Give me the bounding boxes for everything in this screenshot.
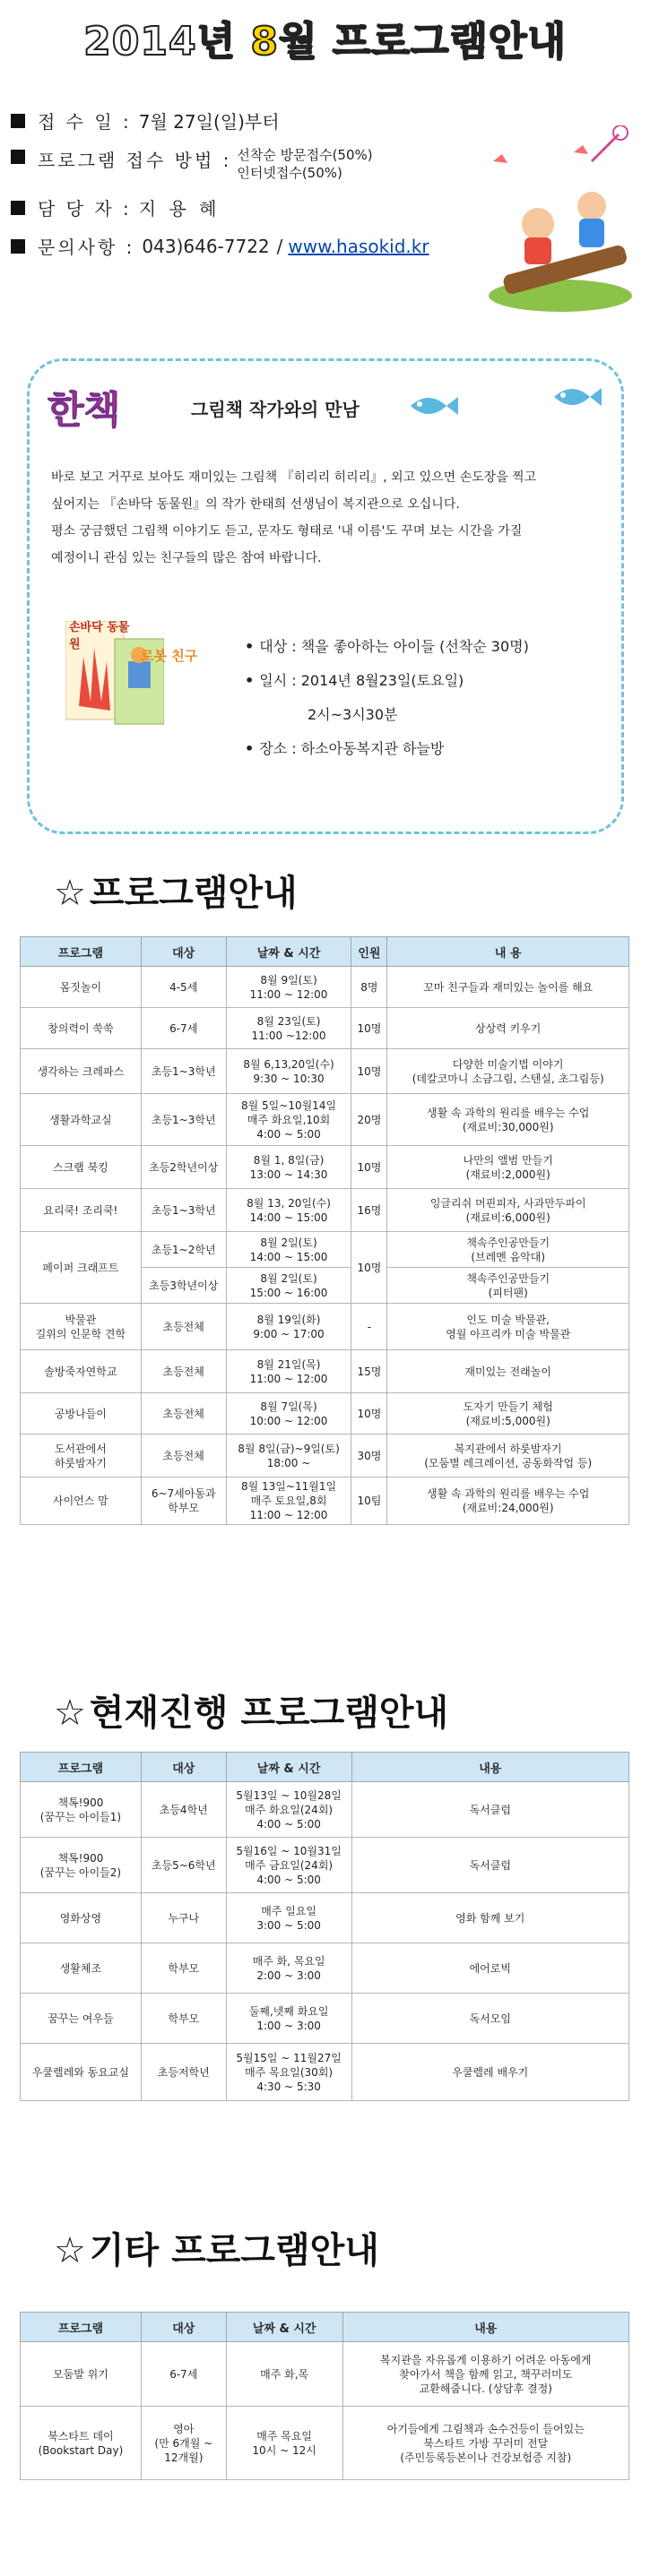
hanchaek-logo: 한책 (48, 388, 121, 432)
table-row (21, 1350, 629, 1393)
table-cell: 꼬마 친구들과 재미있는 놀이를 해요 (387, 967, 629, 1008)
table-row (21, 1189, 629, 1232)
square-bullet-icon (11, 150, 25, 164)
title-month: 8월 (250, 19, 318, 65)
table-cell: 창의력이 쑥쑥 (21, 1008, 142, 1049)
card-desc-line: 싶어지는 『손바닥 동물원』의 작가 한태희 선생님이 복지관으로 오십니다. (51, 497, 460, 512)
table-cell: 10명 (351, 1008, 387, 1049)
table-cell: 8월 13일~11월1일 매주 토요일,8회 11:00 ~ 12:00 (226, 1478, 351, 1525)
table-cell: 8월 1, 8일(금) 13:00 ~ 14:30 (226, 1146, 351, 1189)
table-cell: 도서관에서 하룻밤자기 (21, 1434, 142, 1478)
table-cell: 우쿨렐레 배우기 (351, 2044, 629, 2101)
table-cell: 영화 함께 보기 (351, 1893, 629, 1943)
table-cell: 초등전체 (141, 1304, 226, 1350)
table-cell: 모둠발 위기 (21, 2342, 142, 2407)
star-icon: ☆ (54, 873, 86, 914)
table-cell: 8월 5일~10월14일 매주 화요일,10회 4:00 ~ 5:00 (226, 1094, 351, 1146)
table-row (21, 1838, 629, 1893)
method-values (237, 146, 372, 182)
table-cell: 8월 2일(토) 14:00 ~ 15:00 (226, 1232, 351, 1268)
square-bullet-icon (11, 201, 25, 215)
contact-row (11, 233, 495, 259)
card-description (51, 464, 598, 572)
info-block (11, 108, 495, 271)
table-cell: 16명 (351, 1189, 387, 1232)
table-cell: 북스타트 데이 (Bookstart Day) (21, 2407, 142, 2480)
table-cell: 4-5세 (141, 967, 226, 1008)
table-row (21, 1008, 629, 1049)
table-row (21, 1943, 629, 1994)
column-header: 인원 (351, 937, 387, 967)
table-cell: 10명 (351, 1146, 387, 1189)
card-desc-line: 평소 궁금했던 그림책 이야기도 듣고, 문자도 형태로 '내 이름'도 꾸며 보는 시간을 가질 (51, 524, 523, 538)
column-header: 대상 (141, 937, 226, 967)
table-cell: 8월 23일(토) 11:00 ~12:00 (226, 1008, 351, 1049)
table-cell: 30명 (351, 1434, 387, 1478)
table-cell: 6-7세 (141, 2342, 226, 2407)
table-cell: 8월 13, 20일(수) 14:00 ~ 15:00 (226, 1189, 351, 1232)
column-header: 날짜 & 시간 (226, 937, 351, 967)
other-program-table (20, 2312, 629, 2480)
table-cell: 8월 19일(화) 9:00 ~ 17:00 (226, 1304, 351, 1350)
contact-phone: 043)646-7722 (142, 235, 270, 257)
column-header: 날짜 & 시간 (226, 1753, 351, 1782)
table-cell: - (351, 1304, 387, 1350)
table-cell: 영아 (만 6개월 ~ 12개월) (141, 2407, 226, 2480)
table-cell: 페이퍼 크래프트 (21, 1232, 142, 1304)
homepage-link[interactable]: www.hasokid.kr (288, 235, 429, 257)
table-row (21, 967, 629, 1008)
table-cell: 영화상영 (21, 1893, 142, 1943)
table-cell: 독서모임 (351, 1994, 629, 2044)
column-header: 대상 (141, 1753, 226, 1782)
contact-separator: / (276, 235, 283, 257)
event-target: • 대상 : 책을 좋아하는 아이들 (선착순 30명) (245, 638, 529, 655)
table-cell: 둘째,넷째 화요일 1:00 ~ 3:00 (226, 1994, 351, 2044)
column-header: 날짜 & 시간 (226, 2313, 342, 2342)
manager-row (11, 194, 495, 220)
table-row (21, 1893, 629, 1943)
author-event-card (27, 358, 624, 834)
page-title (0, 9, 650, 66)
event-date: • 일시 : 2014년 8월23일(토요일) (245, 672, 464, 689)
table-cell: 몸짓놀이 (21, 967, 142, 1008)
table-cell: 우쿨렐레와 동요교실 (21, 2044, 142, 2101)
table-cell: 초등4학년 (141, 1782, 226, 1838)
table-header-row (21, 937, 629, 967)
table-row (21, 2044, 629, 2101)
table-cell: 책속주인공만들기 (피터팬) (387, 1268, 629, 1304)
table-cell: 8월 21일(목) 11:00 ~ 12:00 (226, 1350, 351, 1393)
table-cell: 5월13일 ~ 10월28일 매주 화요일(24회) 4:00 ~ 5:00 (226, 1782, 351, 1838)
table-cell: 솔방죽자연학교 (21, 1350, 142, 1393)
table-cell: 생각하는 크레파스 (21, 1049, 142, 1094)
column-header: 내용 (351, 1753, 629, 1782)
table-row (21, 1232, 629, 1268)
table-cell: 매주 일요일 3:00 ~ 5:00 (226, 1893, 351, 1943)
table-cell: 학부모 (141, 1994, 226, 2044)
table-cell: 6-7세 (141, 1008, 226, 1049)
table-cell: 인도 미술 박물관, 영월 아프리카 미술 박물관 (387, 1304, 629, 1350)
method-label: 프로그램 접수 방법 : (38, 150, 232, 171)
table-cell: 공방나들이 (21, 1393, 142, 1434)
section-title-other: ☆ 기타 프로그램안내 (54, 2230, 379, 2271)
card-heading: 그림책 작가와의 만남 (191, 399, 360, 420)
table-cell: 6~7세아동과 학부모 (141, 1478, 226, 1525)
table-cell: 매주 화,목 (226, 2342, 342, 2407)
book2-title: 로봇 친구 (141, 648, 198, 664)
table-cell: 독서클럽 (351, 1782, 629, 1838)
contact-label: 문의사항 : (38, 237, 135, 258)
manager-label: 담 당 자 : (38, 198, 132, 220)
receipt-value: 7월 27일(일)부터 (138, 111, 280, 133)
table-cell: 꿈꾸는 여우들 (21, 1994, 142, 2044)
table-header-row (21, 2313, 629, 2342)
table-row (21, 1782, 629, 1838)
method-value-visit: 선착순 방문접수(50%) (237, 147, 373, 163)
kids-illustration (484, 125, 637, 314)
manager-value: 지 용 혜 (138, 198, 221, 220)
table-cell: 생활과학교실 (21, 1094, 142, 1146)
table-cell: 초등5~6학년 (141, 1838, 226, 1893)
table-cell: 복지관에서 하룻밤자기 (모둠별 레크레이션, 공동화작업 등) (387, 1434, 629, 1478)
table-cell: 책톡!900 (꿈꾸는 아이들2) (21, 1838, 142, 1893)
table-cell: 10명 (351, 1232, 387, 1304)
table-row (21, 2407, 629, 2480)
event-details (245, 630, 621, 766)
table-cell: 다양한 미술기법 이야기 (데칼코마니 소금그림, 스텐실, 초그림등) (387, 1049, 629, 1094)
event-place: • 장소 : 하소아동복지관 하늘방 (245, 740, 445, 757)
table-cell: 복지관을 자유롭게 이용하기 어려운 아동에게 찾아가서 책을 함께 읽고, 책꾸러미도 교환해줍니다. (상담후 결정) (342, 2342, 628, 2407)
card-desc-line: 바로 보고 거꾸로 보아도 재미있는 그림책 『히리리 히리리』, 외고 있으면 손도장을 찍고 (51, 470, 537, 485)
receipt-row (11, 108, 495, 134)
table-cell: 재미있는 전래놀이 (387, 1350, 629, 1393)
book1-title: 손바닥 동물원 (69, 621, 130, 651)
table-cell: 8월 7일(목) 10:00 ~ 12:00 (226, 1393, 351, 1434)
table-cell: 요리쿡! 조리쿡! (21, 1189, 142, 1232)
table-row (21, 1146, 629, 1189)
column-header: 내 용 (387, 937, 629, 967)
method-row (11, 146, 495, 182)
table-cell: 15명 (351, 1350, 387, 1393)
table-cell: 5월15일 ~ 11월27일 매주 목요일(30회) 4:30 ~ 5:30 (226, 2044, 351, 2101)
current-program-table (20, 1752, 629, 2101)
table-cell: 10명 (351, 1049, 387, 1094)
square-bullet-icon (11, 114, 25, 128)
table-cell: 초등전체 (141, 1350, 226, 1393)
table-cell: 생활 속 과학의 원리를 배우는 수업 (재료비:30,000원) (387, 1094, 629, 1146)
table-row (21, 1994, 629, 2044)
column-header: 프로그램 (21, 937, 142, 967)
star-icon: ☆ (54, 2230, 86, 2271)
column-header: 내용 (342, 2313, 628, 2342)
column-header: 프로그램 (21, 1753, 142, 1782)
table-cell: 8월 2일(토) 15:00 ~ 16:00 (226, 1268, 351, 1304)
square-bullet-icon (11, 239, 25, 254)
column-header: 프로그램 (21, 2313, 142, 2342)
table-cell: 8월 6,13,20일(수) 9:30 ~ 10:30 (226, 1049, 351, 1094)
table-cell: 에어로빅 (351, 1943, 629, 1994)
table-cell: 독서클럽 (351, 1838, 629, 1893)
table-cell: 초등전체 (141, 1393, 226, 1434)
fish-icon (406, 388, 460, 424)
table-cell: 나만의 앨범 만들기 (재료비:2,000원) (387, 1146, 629, 1189)
table-cell: 책속주인공만들기 (브레멘 음악대) (387, 1232, 629, 1268)
table-cell: 8명 (351, 967, 387, 1008)
table-row (21, 1434, 629, 1478)
table-cell: 잉글리쉬 머핀피자, 사과만두파이 (재료비:6,000원) (387, 1189, 629, 1232)
table-cell: 누구나 (141, 1893, 226, 1943)
table-cell: 초등1~3학년 (141, 1189, 226, 1232)
table-cell: 사이언스 맘 (21, 1478, 142, 1525)
table-row (21, 1049, 629, 1094)
title-year: 2014년 (83, 19, 237, 65)
table-cell: 8월 8일(금)~9일(토) 18:00 ~ (226, 1434, 351, 1478)
table-cell: 매주 화, 목요일 2:00 ~ 3:00 (226, 1943, 351, 1994)
fish-icon (550, 379, 603, 415)
table-cell: 생활체조 (21, 1943, 142, 1994)
table-cell: 5월16일 ~ 10월31일 매주 금요일(24회) 4:00 ~ 5:00 (226, 1838, 351, 1893)
section-title-current: ☆ 현재진행 프로그램안내 (54, 1693, 449, 1734)
star-icon: ☆ (54, 1693, 86, 1734)
table-header-row (21, 1753, 629, 1782)
table-cell: 상상력 키우기 (387, 1008, 629, 1049)
table-cell: 초등1~3학년 (141, 1094, 226, 1146)
table-cell: 20명 (351, 1094, 387, 1146)
table-cell: 초등1~2학년 (141, 1232, 226, 1268)
receipt-label: 접 수 일 : (38, 111, 132, 133)
table-row (21, 2342, 629, 2407)
table-cell: 초등1~3학년 (141, 1049, 226, 1094)
table-cell: 10팀 (351, 1478, 387, 1525)
title-rest: 프로그램안내 (332, 19, 567, 65)
program-table (20, 936, 629, 1525)
table-cell: 박물관 길위의 인문학 견학 (21, 1304, 142, 1350)
table-cell: 초등2학년이상 (141, 1146, 226, 1189)
table-cell: 8월 9일(토) 11:00 ~ 12:00 (226, 967, 351, 1008)
table-cell: 아기들에게 그림책과 손수건등이 들어있는 북스타트 가방 꾸러미 전달 (주민등록등본이나 건강보험증 지참) (342, 2407, 628, 2480)
table-cell: 매주 목요일 10시 ~ 12시 (226, 2407, 342, 2480)
table-cell: 초등전체 (141, 1434, 226, 1478)
table-row (21, 1478, 629, 1525)
table-row (21, 1304, 629, 1350)
table-cell: 스크랩 북킹 (21, 1146, 142, 1189)
table-cell: 초등3학년이상 (141, 1268, 226, 1304)
table-row (21, 1094, 629, 1146)
method-value-internet: 인터넷접수(50%) (237, 165, 342, 181)
table-cell: 도자기 만들기 체험 (재료비:5,000원) (387, 1393, 629, 1434)
event-time: 2시~3시30분 (308, 706, 398, 723)
table-cell: 생활 속 과학의 원리를 배우는 수업 (재료비:24,000원) (387, 1478, 629, 1525)
table-cell: 10명 (351, 1393, 387, 1434)
card-desc-line: 예정이니 관심 있는 친구들의 많은 참여 바랍니다. (51, 551, 322, 565)
table-cell: 책톡!900 (꿈꾸는 아이들1) (21, 1782, 142, 1838)
table-cell: 학부모 (141, 1943, 226, 1994)
column-header: 대상 (141, 2313, 226, 2342)
table-row (21, 1393, 629, 1434)
section-title-programs: ☆ 프로그램안내 (54, 873, 298, 914)
table-cell: 초등저학년 (141, 2044, 226, 2101)
